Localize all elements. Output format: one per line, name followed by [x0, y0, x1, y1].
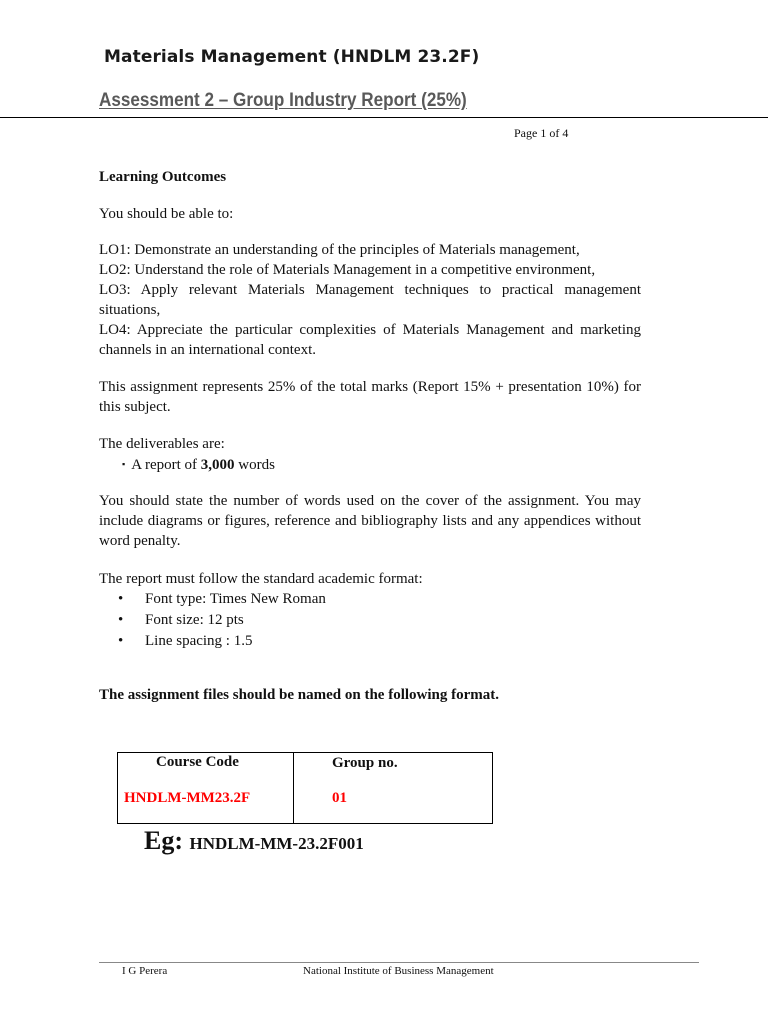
assessment-title: Assessment 2 – Group Industry Report (25%) [99, 90, 467, 111]
list-item [118, 631, 326, 652]
format-label: The report must follow the standard academic format: [99, 571, 423, 587]
footer-divider [99, 962, 699, 963]
lo-line: channels in an international context. [99, 342, 317, 358]
square-bullet-icon: ▪ [122, 459, 126, 469]
footer-institution: National Institute of Business Management [303, 965, 494, 977]
deliverables-label: The deliverables are: [99, 436, 225, 452]
format-list [118, 589, 326, 652]
deliverable-prefix: A report of [131, 457, 201, 473]
format-item-text: Font type: Times New Roman [145, 591, 326, 607]
lo-line: LO2: Understand the role of Materials Management in a competitive environment, [99, 262, 596, 278]
table-divider [293, 753, 294, 823]
lo-line: LO4: Appreciate the particular complexities of Materials Management and marketing [99, 322, 641, 338]
example-value: HNDLM-MM-23.2F001 [189, 834, 364, 853]
lo-line: LO1: Demonstrate an understanding of the principles of Materials management, [99, 242, 580, 258]
footer-author: I G Perera [122, 965, 168, 977]
group-no-value: 01 [332, 790, 347, 806]
lo-line: LO3: Apply relevant Materials Management techniques to practical management [99, 282, 641, 298]
naming-table [117, 752, 493, 824]
course-title: Materials Management (HNDLM 23.2F) [104, 47, 480, 67]
learning-outcomes-intro: You should be able to: [99, 206, 234, 222]
marks-paragraph: This assignment represents 25% of the total marks (Report 15% + presentation 10%) for this subject. [99, 379, 641, 415]
header-divider [0, 117, 768, 118]
course-code-header: Course Code [156, 754, 239, 770]
course-code-value: HNDLM-MM23.2F [124, 790, 251, 806]
example-label: Eg: [144, 826, 190, 855]
learning-outcomes-heading: Learning Outcomes [99, 169, 227, 185]
deliverable-suffix: words [234, 457, 275, 473]
bullet-icon: • [118, 633, 124, 649]
word-count-note: You should state the number of words used on the cover of the assignment. You may include diagrams or figures, reference and bibliography lists and any appendices without word penalty. [99, 493, 641, 549]
word-count: 3,000 [200, 457, 235, 473]
bullet-icon: • [118, 612, 124, 628]
bullet-icon: • [118, 591, 124, 607]
group-no-header: Group no. [332, 755, 398, 771]
list-item [118, 589, 326, 610]
naming-example [144, 826, 364, 856]
deliverable-item [122, 454, 275, 475]
format-item-text: Font size: 12 pts [145, 612, 244, 628]
learning-outcomes-list [99, 240, 641, 360]
list-item [118, 610, 326, 631]
lo-line: situations, [99, 302, 161, 318]
naming-heading: The assignment files should be named on the following format. [99, 687, 500, 703]
page-number: Page 1 of 4 [514, 126, 569, 140]
format-item-text: Line spacing : 1.5 [145, 633, 253, 649]
